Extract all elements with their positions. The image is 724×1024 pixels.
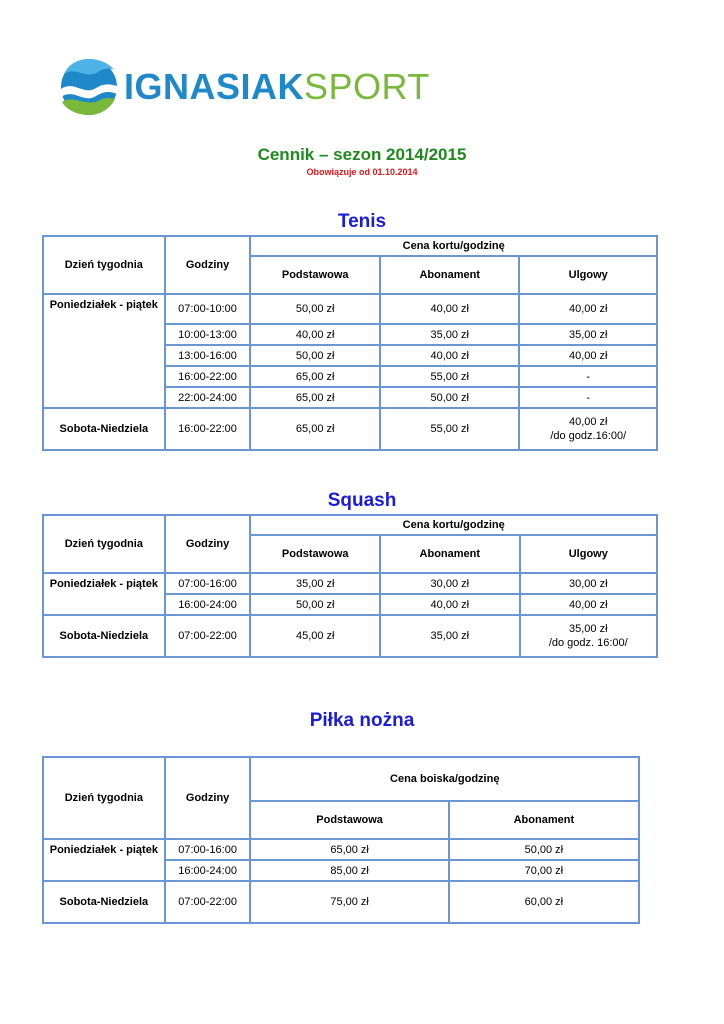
table-row [43, 573, 657, 594]
col-header-subscription: Abonament [449, 801, 639, 839]
weekend-label: Sobota-Niedziela [43, 881, 165, 923]
hours-cell: 13:00-16:00 [165, 345, 251, 366]
company-logo [60, 55, 430, 119]
subscription-price-cell: 55,00 zł [380, 366, 519, 387]
col-header-basic: Podstawowa [250, 535, 380, 573]
hours-cell: 16:00-24:00 [165, 594, 251, 615]
hours-cell: 07:00-22:00 [165, 615, 251, 657]
football-section-title: Piłka nożna [309, 710, 415, 731]
hours-cell: 16:00-24:00 [165, 860, 251, 881]
wave-logo-icon [60, 58, 118, 116]
basic-price-cell: 45,00 zł [250, 615, 380, 657]
basic-price-cell: 85,00 zł [250, 860, 448, 881]
basic-price-cell: 75,00 zł [250, 881, 448, 923]
weekday-label: Poniedziałek - piątek [43, 294, 165, 408]
subscription-price-cell: 40,00 zł [380, 594, 520, 615]
weekend-label: Sobota-Niedziela [43, 408, 165, 450]
basic-price-cell: 35,00 zł [250, 573, 380, 594]
discount-price-cell [519, 408, 657, 450]
basic-price-cell: 65,00 zł [250, 839, 448, 860]
squash-price-table [42, 514, 658, 658]
discount-price-cell: 40,00 zł [519, 294, 657, 324]
subscription-price-cell: 70,00 zł [449, 860, 639, 881]
table-row [43, 294, 657, 324]
brand-name-part2: SPORT [304, 66, 430, 107]
table-row [43, 881, 639, 923]
col-header-day: Dzień tygodnia [43, 757, 165, 839]
col-header-basic: Podstawowa [250, 801, 448, 839]
subscription-price-cell: 55,00 zł [380, 408, 519, 450]
discount-price-value: 35,00 zł [569, 623, 608, 635]
col-header-price-group: Cena boiska/godzinę [250, 757, 639, 801]
col-header-price-group: Cena kortu/godzinę [250, 515, 657, 535]
hours-cell: 07:00-10:00 [165, 294, 251, 324]
discount-price-cell: 40,00 zł [519, 345, 657, 366]
discount-time-note: /do godz.16:00/ [550, 430, 627, 442]
table-row [43, 615, 657, 657]
subscription-price-cell: 30,00 zł [380, 573, 520, 594]
col-header-price-group: Cena kortu/godzinę [250, 236, 657, 256]
discount-price-cell: - [519, 366, 657, 387]
basic-price-cell: 65,00 zł [250, 387, 380, 408]
discount-price-cell: - [519, 387, 657, 408]
brand-name [124, 66, 430, 108]
hours-cell: 16:00-22:00 [165, 366, 251, 387]
discount-price-cell [520, 615, 657, 657]
discount-price-cell: 30,00 zł [520, 573, 657, 594]
subscription-price-cell: 40,00 zł [380, 294, 519, 324]
col-header-day: Dzień tygodnia [43, 515, 165, 573]
table-row [43, 408, 657, 450]
basic-price-cell: 65,00 zł [250, 366, 380, 387]
subscription-price-cell: 35,00 zł [380, 615, 520, 657]
valid-from-note: Obowiązuje od 01.10.2014 [306, 167, 418, 177]
col-header-hours: Godziny [165, 515, 251, 573]
hours-cell: 07:00-22:00 [165, 881, 251, 923]
subscription-price-cell: 50,00 zł [449, 839, 639, 860]
hours-cell: 07:00-16:00 [165, 839, 251, 860]
subscription-price-cell: 40,00 zł [380, 345, 519, 366]
subscription-price-cell: 50,00 zł [380, 387, 519, 408]
discount-price-cell: 35,00 zł [519, 324, 657, 345]
col-header-day: Dzień tygodnia [43, 236, 165, 294]
col-header-discount: Ulgowy [520, 535, 657, 573]
brand-name-part1: IGNASIAK [124, 66, 305, 107]
table-row [43, 839, 639, 860]
hours-cell: 22:00-24:00 [165, 387, 251, 408]
col-header-hours: Godziny [165, 236, 251, 294]
basic-price-cell: 40,00 zł [250, 324, 380, 345]
col-header-basic: Podstawowa [250, 256, 380, 294]
col-header-hours: Godziny [165, 757, 251, 839]
weekday-label: Poniedziałek - piątek [43, 573, 165, 615]
basic-price-cell: 50,00 zł [250, 594, 380, 615]
hours-cell: 10:00-13:00 [165, 324, 251, 345]
col-header-discount: Ulgowy [519, 256, 657, 294]
col-header-subscription: Abonament [380, 535, 520, 573]
hours-cell: 07:00-16:00 [165, 573, 251, 594]
weekend-label: Sobota-Niedziela [43, 615, 165, 657]
basic-price-cell: 50,00 zł [250, 294, 380, 324]
tennis-price-table [42, 235, 658, 451]
col-header-subscription: Abonament [380, 256, 519, 294]
discount-price-value: 40,00 zł [568, 416, 608, 428]
basic-price-cell: 65,00 zł [250, 408, 380, 450]
subscription-price-cell: 35,00 zł [380, 324, 519, 345]
football-price-table [42, 756, 640, 924]
weekday-label: Poniedziałek - piątek [43, 839, 165, 881]
discount-time-note: /do godz. 16:00/ [548, 637, 628, 649]
hours-cell: 16:00-22:00 [165, 408, 251, 450]
discount-price-cell: 40,00 zł [520, 594, 657, 615]
page-title: Cennik – sezon 2014/2015 [257, 145, 467, 164]
squash-section-title: Squash [327, 490, 397, 511]
subscription-price-cell: 60,00 zł [449, 881, 639, 923]
tennis-section-title: Tenis [337, 211, 387, 232]
basic-price-cell: 50,00 zł [250, 345, 380, 366]
